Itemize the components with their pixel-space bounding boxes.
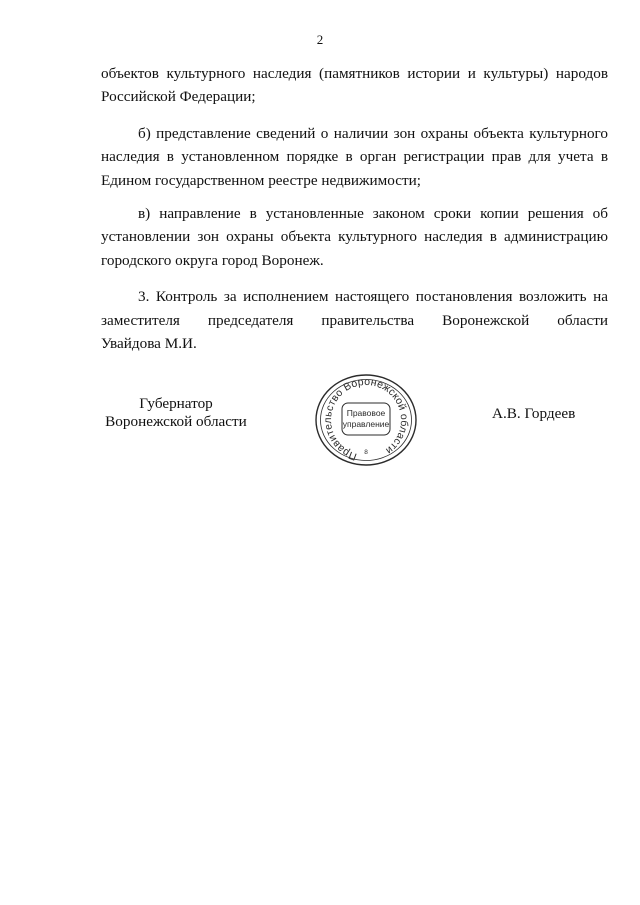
stamp-center-line: управление (342, 419, 390, 429)
signatory-title-line: Губернатор (139, 395, 213, 412)
official-stamp (314, 372, 418, 466)
stamp-center-line: Правовое (346, 408, 386, 418)
stamp-bottom-mark: 8 (364, 449, 368, 456)
page-number: 2 (316, 32, 324, 47)
paragraph-line: в) направление в установленные законом сроки копии решения об (138, 205, 608, 223)
paragraph-line: наследия в установленном порядке в орган регистрации прав для учета в (101, 148, 608, 166)
paragraph-line: 3. Контроль за исполнением настоящего постановления возложить на (138, 288, 608, 306)
paragraph-line: Едином государственном реестре недвижимости; (101, 171, 421, 189)
paragraph-line: Российской Федерации; (101, 88, 256, 106)
paragraph-line: городского округа город Воронеж. (101, 251, 324, 269)
paragraph-line: объектов культурного наследия (памятников истории и культуры) народов (101, 65, 608, 82)
paragraph-line: Увайдова М.И. (101, 335, 197, 353)
paragraph-line: установлении зон охраны объекта культурного наследия в администрацию (101, 228, 608, 246)
stamp-ring-text: Правительство Воронежской области (322, 375, 411, 463)
paragraph-line: б) представление сведений о наличии зон охраны объекта культурного (138, 124, 608, 142)
signatory-title-line: Воронежской области (105, 413, 247, 430)
document-body (101, 62, 608, 355)
paragraph-line: заместителя председателя правительства Воронежской области (101, 311, 608, 329)
signatory-title (101, 395, 251, 431)
signatory-name: А.В. Гордеев (492, 405, 576, 422)
